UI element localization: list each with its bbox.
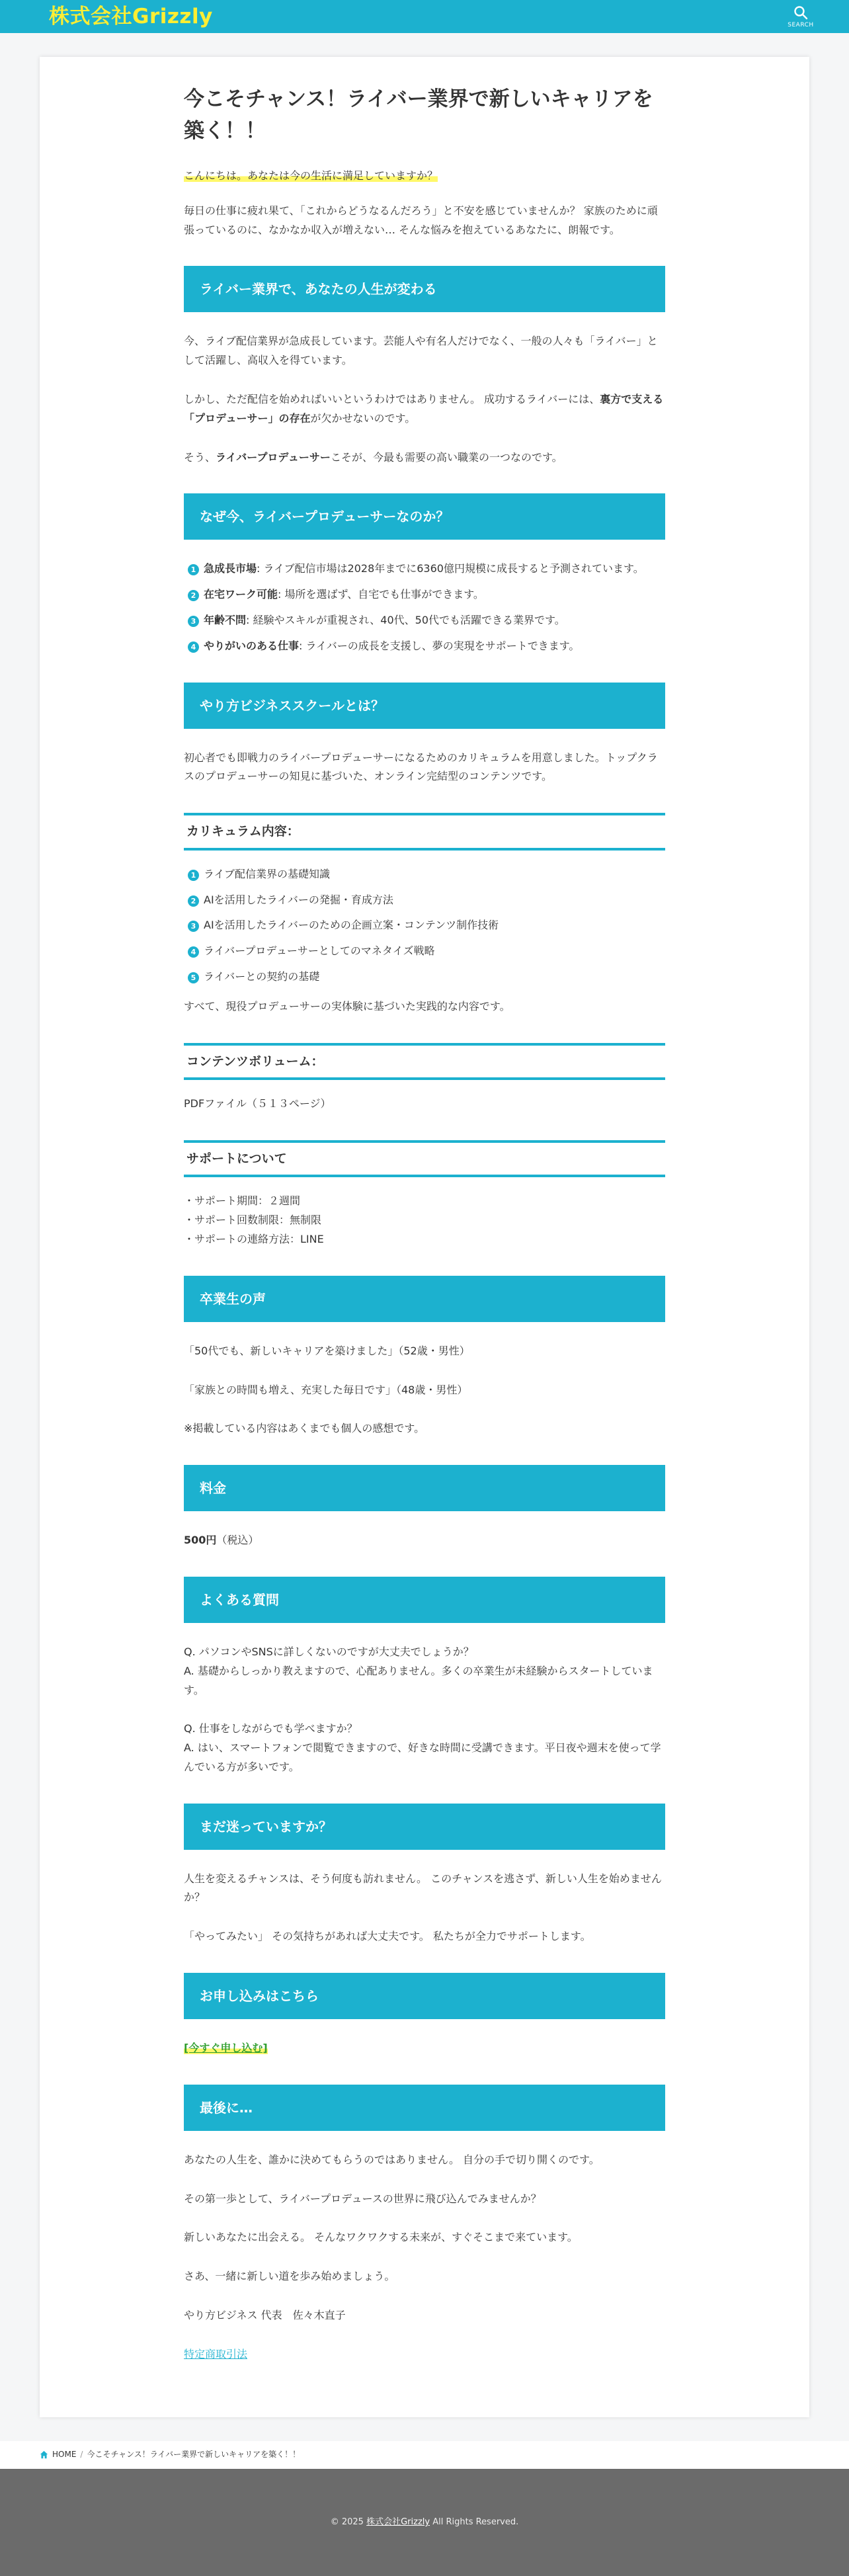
law-link-paragraph [184, 2345, 665, 2364]
list-item-text: : ライブ配信市場は2028年までに6360億円規模に成長すると予測されています。 [257, 562, 644, 575]
intro-paragraph: 毎日の仕事に疲れ果て、「これからどうなるんだろう」と不安を感じていませんか？ 家族のために頑張っているのに、なかなか収入が増えない… そんな悩みを抱えているあなたに、朗報です。 [184, 204, 658, 236]
section-heading-finally: 最後に… [184, 2085, 665, 2131]
breadcrumb-home[interactable]: HOME [52, 2449, 77, 2459]
copyright-suffix: All Rights Reserved. [430, 2516, 519, 2527]
section-heading-faq: よくある質問 [184, 1577, 665, 1623]
list-item [184, 942, 665, 961]
breadcrumb-current: 今こそチャンス！ライバー業界で新しいキャリアを築く！！ [87, 2449, 301, 2459]
list-item [184, 560, 665, 579]
search-button[interactable] [784, 5, 817, 28]
sec1-p2-text: しかし、ただ配信を始めればいいというわけではありません。 成功するライバーには、 [184, 393, 600, 406]
curriculum-note: すべて、現役プロデューサーの実体験に基づいた実践的な内容です。 [184, 999, 510, 1013]
voice-2: 「家族との時間も増え、充実した毎日です」（48歳・男性） [184, 1383, 468, 1396]
number-badge: 5 [188, 972, 199, 983]
faq-question: Q. パソコンやSNSに詳しくないのですが大丈夫でしょうか？ [184, 1645, 474, 1658]
list-item-title: 急成長市場 [204, 562, 257, 575]
law-link[interactable]: 特定商取引法 [184, 2347, 248, 2360]
list-item-title: 在宅ワーク可能 [204, 588, 278, 601]
final-paragraph-4: さあ、一緒に新しい道を歩み始めましょう。 [184, 2270, 395, 2283]
section-heading-why-now: なぜ今、ライバープロデューサーなのか？ [184, 493, 665, 540]
list-item [184, 865, 665, 884]
signature: やり方ビジネス 代表 佐々木直子 [184, 2309, 346, 2322]
section-heading-still-hesitating: まだ迷っていますか？ [184, 1804, 665, 1850]
list-item [184, 637, 665, 656]
page-title: 今こそチャンス！ライバー業界で新しいキャリアを築く！！ [184, 87, 653, 144]
list-item [184, 611, 665, 630]
support-item: ・サポートの連絡方法：LINE [184, 1232, 324, 1245]
list-item-text: AIを活用したライバーのための企画立案・コンテンツ制作技術 [204, 919, 499, 932]
support-list [184, 1192, 665, 1249]
breadcrumb [0, 2441, 849, 2469]
hesitate-paragraph-2: 「やってみたい」 その気持ちがあれば大丈夫です。 私たちが全力でサポートします。 [184, 1930, 591, 1943]
final-paragraph-3: 新しいあなたに出会える。 そんなワクワクする未来が、すぐそこまで来ています。 [184, 2231, 578, 2244]
number-badge: 1 [188, 564, 199, 575]
volume-heading: コンテンツボリューム： [184, 1043, 665, 1081]
curriculum-heading: カリキュラム内容： [184, 813, 665, 851]
list-item-title: 年齢不問 [204, 614, 247, 627]
list-item-title: やりがいのある仕事 [204, 639, 300, 652]
hesitate-paragraph-1: 人生を変えるチャンスは、そう何度も訪れません。 このチャンスを逃さず、新しい人生を始めませんか？ [184, 1872, 662, 1904]
sec1-p3-bold: ライバープロデューサー [216, 450, 331, 464]
search-label: SEARCH [788, 22, 814, 28]
faq-1 [184, 1643, 665, 1700]
list-item [184, 891, 665, 910]
home-icon [40, 2450, 48, 2459]
faq-2 [184, 1720, 665, 1776]
section-heading-voices: 卒業生の声 [184, 1276, 665, 1322]
copyright-prefix: © 2025 [330, 2516, 367, 2527]
faq-answer: A. 基礎からしっかり教えますので、心配ありません。多くの卒業生が未経験からスタートしています。 [184, 1664, 653, 1696]
number-badge: 3 [188, 616, 199, 627]
school-paragraph: 初心者でも即戦力のライバープロデューサーになるためのカリキュラムを用意しました。トップクラスのプロデューサーの知見に基づいた、オンライン完結型のコンテンツです。 [184, 751, 658, 783]
sec1-p3-text: そう、 [184, 450, 216, 464]
intro-marker-text: こんにちは。あなたは今の生活に満足していますか？ [184, 169, 438, 183]
number-badge: 4 [188, 946, 199, 958]
faq-question: Q. 仕事をしながらでも学べますか？ [184, 1722, 358, 1735]
number-badge: 2 [188, 895, 199, 907]
site-header [0, 0, 849, 33]
volume-text: PDFファイル（５１３ページ） [184, 1097, 331, 1110]
section-heading-apply: お申し込みはこちら [184, 1973, 665, 2019]
support-item: ・サポート回数制限：無制限 [184, 1214, 322, 1227]
breadcrumb-separator: / [80, 2449, 83, 2459]
voice-1: 「50代でも、新しいキャリアを築けました」（52歳・男性） [184, 1344, 470, 1357]
copyright [331, 2514, 519, 2530]
why-now-list [184, 560, 665, 655]
price-paragraph [184, 1531, 665, 1550]
intro-marker-paragraph [184, 167, 665, 186]
list-item-text: : ライバーの成長を支援し、夢の実現をサポートできます。 [299, 639, 580, 652]
sec1-p3-tail: こそが、今最も需要の高い職業の一つなのです。 [330, 450, 563, 464]
final-paragraph-1: あなたの人生を、誰かに決めてもらうのではありません。 自分の手で切り開くのです。 [184, 2153, 600, 2166]
list-item-text: ライバーとの契約の基礎 [204, 970, 320, 983]
article-card [40, 57, 809, 2417]
list-item-text: : 場所を選ばず、自宅でも仕事ができます。 [278, 588, 484, 601]
list-item-text: AIを活用したライバーの発掘・育成方法 [204, 893, 393, 906]
list-item-text: : 経験やスキルが重視され、40代、50代でも活躍できる業界です。 [246, 614, 565, 627]
apply-link[interactable]: [今すぐ申し込む] [184, 2042, 268, 2055]
apply-paragraph [184, 2039, 665, 2058]
final-paragraph-2: その第一歩として、ライバープロデュースの世界に飛び込んでみませんか？ [184, 2192, 542, 2205]
voice-note: ※掲載している内容はあくまでも個人の感想です。 [184, 1422, 425, 1435]
support-heading: サポートについて [184, 1140, 665, 1178]
section-heading-liver-industry: ライバー業界で、あなたの人生が変わる [184, 266, 665, 312]
list-item-text: ライブ配信業界の基礎知識 [204, 867, 331, 880]
number-badge: 3 [188, 921, 199, 932]
sec1-paragraph-3 [184, 448, 665, 468]
sec1-p2-tail: が欠かせないのです。 [310, 411, 416, 425]
list-item-text: ライバープロデューサーとしてのマネタイズ戦略 [204, 944, 435, 958]
site-footer [0, 2469, 849, 2576]
search-icon [793, 5, 809, 21]
number-badge: 1 [188, 870, 199, 881]
support-item: ・サポート期間：２週間 [184, 1194, 301, 1208]
list-item [184, 968, 665, 987]
faq-answer: A. はい、スマートフォンで閲覧できますので、好きな時間に受講できます。平日夜や週末を使って学んでいる方が多いです。 [184, 1741, 661, 1773]
section-heading-school: やり方ビジネススクールとは？ [184, 683, 665, 729]
footer-company-link[interactable]: 株式会社Grizzly [366, 2516, 430, 2527]
curriculum-list [184, 865, 665, 987]
article-content [184, 83, 665, 2364]
number-badge: 2 [188, 590, 199, 601]
sec1-paragraph-2 [184, 390, 665, 429]
price-tax: （税込） [216, 1534, 259, 1547]
list-item [184, 585, 665, 604]
sec1-paragraph-1: 今、ライブ配信業界が急成長しています。芸能人や有名人だけでなく、一般の人々も「ライバー」として活躍し、高収入を得ています。 [184, 335, 658, 367]
number-badge: 4 [188, 642, 199, 653]
list-item [184, 916, 665, 935]
site-logo[interactable]: 株式会社Grizzly [49, 5, 213, 28]
sec1-p2-bold: 裏方で支える「プロデューサー」の存在 [184, 393, 664, 425]
price-value: 500円 [184, 1534, 217, 1547]
section-heading-price: 料金 [184, 1465, 665, 1511]
